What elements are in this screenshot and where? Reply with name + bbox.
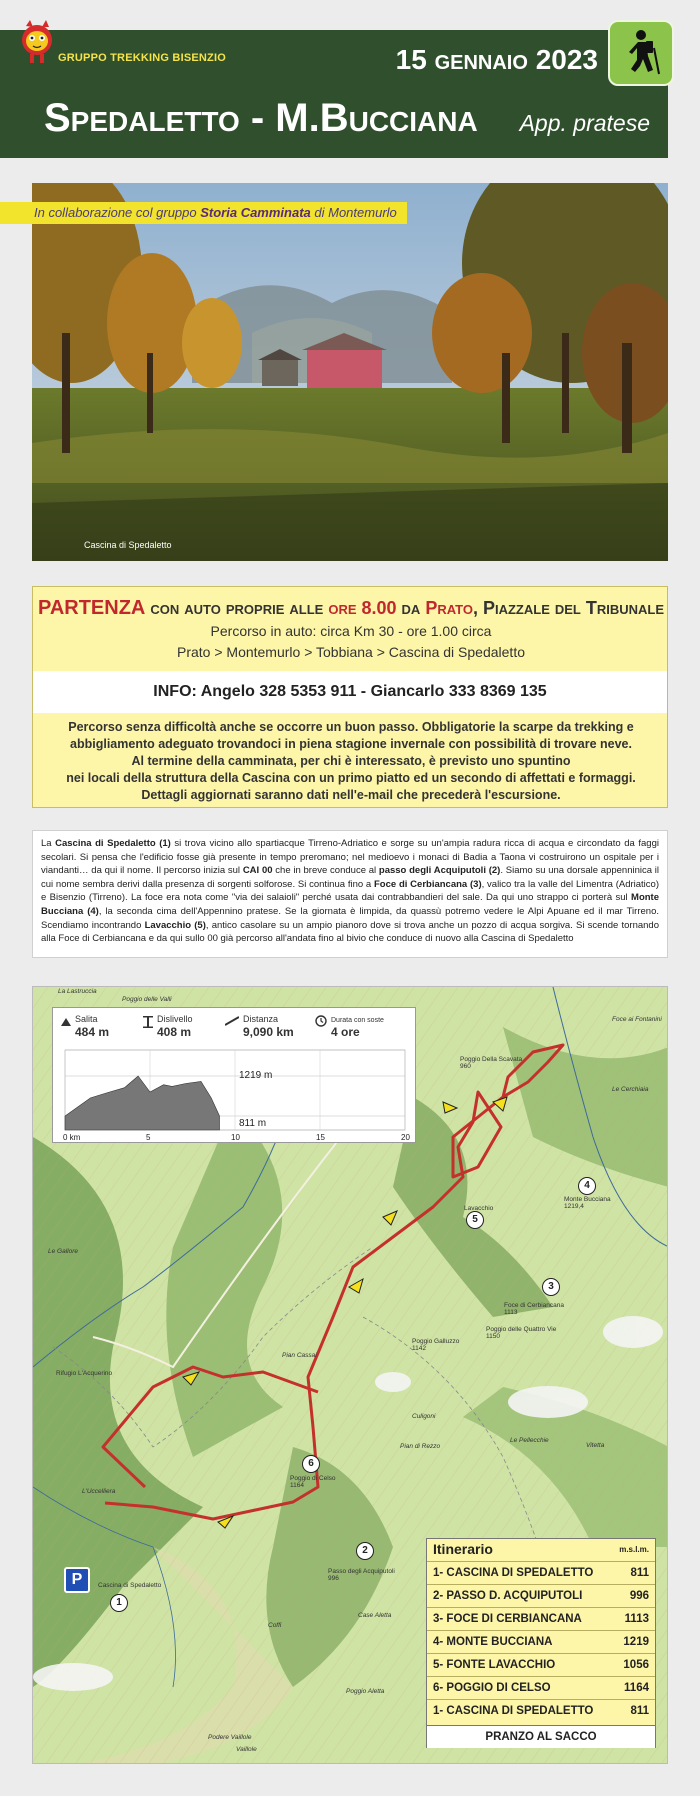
desc-text: che in breve conduce al [272, 865, 379, 877]
stat-ascent: Salita 484 m [61, 1014, 109, 1039]
desc-bold: Monte Bucciana (4) [41, 892, 659, 917]
note-line: Percorso senza difficoltà anche se occorre un buon passo. Obbligatorie la scarpe da trekking e [68, 720, 634, 734]
itinerary-table [426, 1538, 656, 1748]
photo-caption: Cascina di Spedaletto [84, 540, 172, 550]
map-label: Culigoni [412, 1413, 436, 1420]
desc-text: . Siamo su una dorsale appenninica il cui nome sembra derivi dalla presenza di sorgenti solforose. Si continua fino a [41, 865, 660, 890]
note-line: Dettagli aggiornati saranno dati nell'e-mail che precederà l'escursione. [141, 788, 561, 802]
car-route-stops: Prato > Montemurlo > Tobbiana > Cascina di Spedaletto [176, 644, 526, 660]
itinerary-title: Itinerario [433, 1541, 493, 1557]
stat-elevation-gain: Dislivello 408 m [143, 1014, 193, 1039]
elevation-gain-icon [143, 1016, 153, 1028]
waypoint-6: 6 [302, 1455, 320, 1473]
collab-suffix: di Montemurlo [310, 205, 397, 220]
desc-text: si trova vicino allo spartiacque Tirreno-Adriatico e sorge su un'ampia radura ricca di acqua e circondato da faggi secolari. Si pensa che l'edificio fosse già presente in tempo preromano; nel medioevo i monaci di Badia a Taona vi costruirono un ospitale per i viandanti… da qui il nome. Il percorso inizia sul [41, 838, 659, 877]
waypoint-3: 3 [542, 1278, 560, 1296]
waypoint-1: 1 [110, 1594, 128, 1612]
map-label: Poggio di Celso 1164 [290, 1475, 336, 1489]
departure-text1: con auto proprie alle [145, 598, 329, 618]
notes [53, 719, 649, 804]
map-label: Pian di Rezzo [400, 1443, 441, 1450]
event-date: 15 gennaio 2023 [395, 44, 598, 75]
note-line: nei locali della struttura della Cascina con un primo piatto ed un secondo di affettati e formaggi. [66, 771, 636, 785]
departure-line [33, 597, 669, 620]
desc-bold: Cascina di Spedaletto (1) [55, 838, 171, 849]
map-label: Pian Cassai [282, 1352, 317, 1359]
map-label: Le Cerchiaia [612, 1086, 649, 1093]
map-label: Poggio delle Valli [122, 996, 172, 1003]
map-label: Podere Vaillole [208, 1734, 252, 1741]
map-label: Vaillole [236, 1746, 257, 1753]
map-label: Le Pellecchie [510, 1437, 549, 1444]
page-title: Spedaletto - M.Bucciana [44, 96, 478, 140]
waypoint-4: 4 [578, 1177, 596, 1195]
itinerary-row: 2- PASSO D. ACQUIPUTOLI 996 [427, 1584, 655, 1608]
ascent-icon [61, 1016, 71, 1026]
car-route-line: Percorso in auto: circa Km 30 - ore 1.00 circa [210, 623, 492, 639]
hiker-icon [608, 20, 674, 86]
group-name: GRUPPO TREKKING BISENZIO [58, 52, 226, 64]
elevation-chart [53, 1046, 417, 1142]
map-label: L'Uccelliera [82, 1488, 116, 1495]
map-label: Poggio Galluzzo 1142 [412, 1338, 460, 1352]
desc-bold: Foce di Cerbiancana (3) [374, 878, 482, 890]
map-label: Case Aletta [358, 1612, 392, 1619]
desc-text: , valico tra la valle del Limentra (Adriatico) e Bisenzio (Tirreno). La foce era nota come "via dei salaioli" perché usata dai contrabbandieri del sale. Da qui uno strappo ci porterà sul [41, 878, 659, 904]
header [0, 0, 700, 170]
departure-time: ore 8.00 [328, 598, 397, 618]
map-label: Foce ai Fontanini [612, 1016, 662, 1023]
parking-marker: P [64, 1567, 90, 1593]
departure-place: Prato [425, 598, 473, 618]
stat-duration: Durata con soste 4 ore [315, 1014, 384, 1039]
x-tick-label: 5 [146, 1133, 151, 1142]
itinerary-header [427, 1539, 655, 1559]
route-description [32, 830, 668, 958]
itinerary-row: 1- CASCINA DI SPEDALETTO 811 [427, 1561, 655, 1585]
info-box [32, 586, 668, 808]
map-label: Vitetta [586, 1442, 605, 1449]
x-tick-label: 10 [231, 1133, 240, 1142]
map-label: Passo degli Acquiputoli 996 [328, 1568, 395, 1582]
distance-icon [225, 1016, 239, 1026]
contacts-info: INFO: Angelo 328 5353 911 - Giancarlo 333 8369 135 [33, 671, 667, 713]
waypoint-2: 2 [356, 1542, 374, 1560]
desc-text: , antico casolare su un ampio pianoro dove si trova anche un pozzo di acqua sorgiva. Si scende tornando alla Foce di Cerbiancana e da qui sullo 00 già percorso all'andata fino al bivio che conduce di nuovo alla Cascina di Spedaletto [41, 919, 659, 945]
note-line: Al termine della camminata, per chi è interessato, è previsto uno spuntino [131, 754, 571, 768]
desc-bold: CAI 00 [242, 865, 273, 877]
y-max-label: 1219 m [239, 1070, 273, 1081]
itinerary-row: 1- CASCINA DI SPEDALETTO 811 [427, 1699, 655, 1723]
mascot-logo [18, 18, 56, 66]
itinerary-footer: PRANZO AL SACCO [427, 1725, 655, 1748]
itinerary-row: 4- MONTE BUCCIANA 1219 [427, 1630, 655, 1654]
x-tick-label: 20 [401, 1133, 410, 1142]
x-tick-label: 15 [316, 1133, 325, 1142]
map-label: Coffi [268, 1622, 282, 1629]
map-label: La Lastruccia [58, 988, 97, 995]
itinerary-row: 5- FONTE LAVACCHIO 1056 [427, 1653, 655, 1677]
departure-lead: PARTENZA [37, 597, 146, 619]
map-label: Foce di Cerbiancana 1113 [504, 1302, 564, 1316]
waypoint-5: 5 [466, 1211, 484, 1229]
map-label: Monte Bucciana 1219,4 [564, 1196, 611, 1210]
itinerary-unit: m.s.l.m. [619, 1545, 649, 1554]
elevation-area [65, 1076, 220, 1130]
map-label: Cascina di Spedaletto [98, 1582, 162, 1589]
y-min-label: 811 m [239, 1118, 267, 1129]
itinerary-row: 6- POGGIO DI CELSO 1164 [427, 1676, 655, 1700]
map-label: Poggio delle Quattro Vie 1150 [486, 1326, 557, 1340]
desc-bold: Lavacchio (5) [144, 919, 206, 931]
itinerary-row: 3- FOCE DI CERBIANCANA 1113 [427, 1607, 655, 1631]
collab-prefix: In collaborazione col gruppo [34, 205, 201, 220]
stat-distance: Distanza 9,090 km [225, 1014, 294, 1039]
map-label: Poggio Aletta [346, 1688, 385, 1695]
desc-text: La [41, 838, 56, 849]
departure-text3: , Piazzale del Tribunale [472, 598, 665, 618]
map-label: Le Gallore [48, 1248, 78, 1255]
clock-icon [315, 1015, 327, 1027]
elevation-profile [52, 1007, 416, 1143]
cover-photo [32, 183, 668, 561]
map-label: Poggio Della Scavata 960 [460, 1056, 523, 1070]
map-label: Rifugio L'Acquerino [56, 1370, 113, 1377]
collab-group: Storia Camminata [200, 205, 311, 220]
desc-text: , la seconda cima dell'Appennino pratese. Se la giornata è limpida, da quassù potremo vedere le Alpi Apuane ed il mar Tirreno. Scendiamo incontrando [41, 905, 659, 931]
x-tick-label: 0 km [63, 1133, 81, 1142]
desc-bold: passo degli Acquiputoli (2) [378, 865, 501, 877]
departure-text2: da [396, 598, 426, 618]
note-line: abbigliamento adeguato trovandoci in piena stagione invernale con possibilità di trovare neve. [70, 737, 632, 751]
map-label: Lavacchio [464, 1205, 494, 1212]
collaboration-banner [0, 202, 407, 224]
area-subtitle: App. pratese [519, 110, 650, 136]
